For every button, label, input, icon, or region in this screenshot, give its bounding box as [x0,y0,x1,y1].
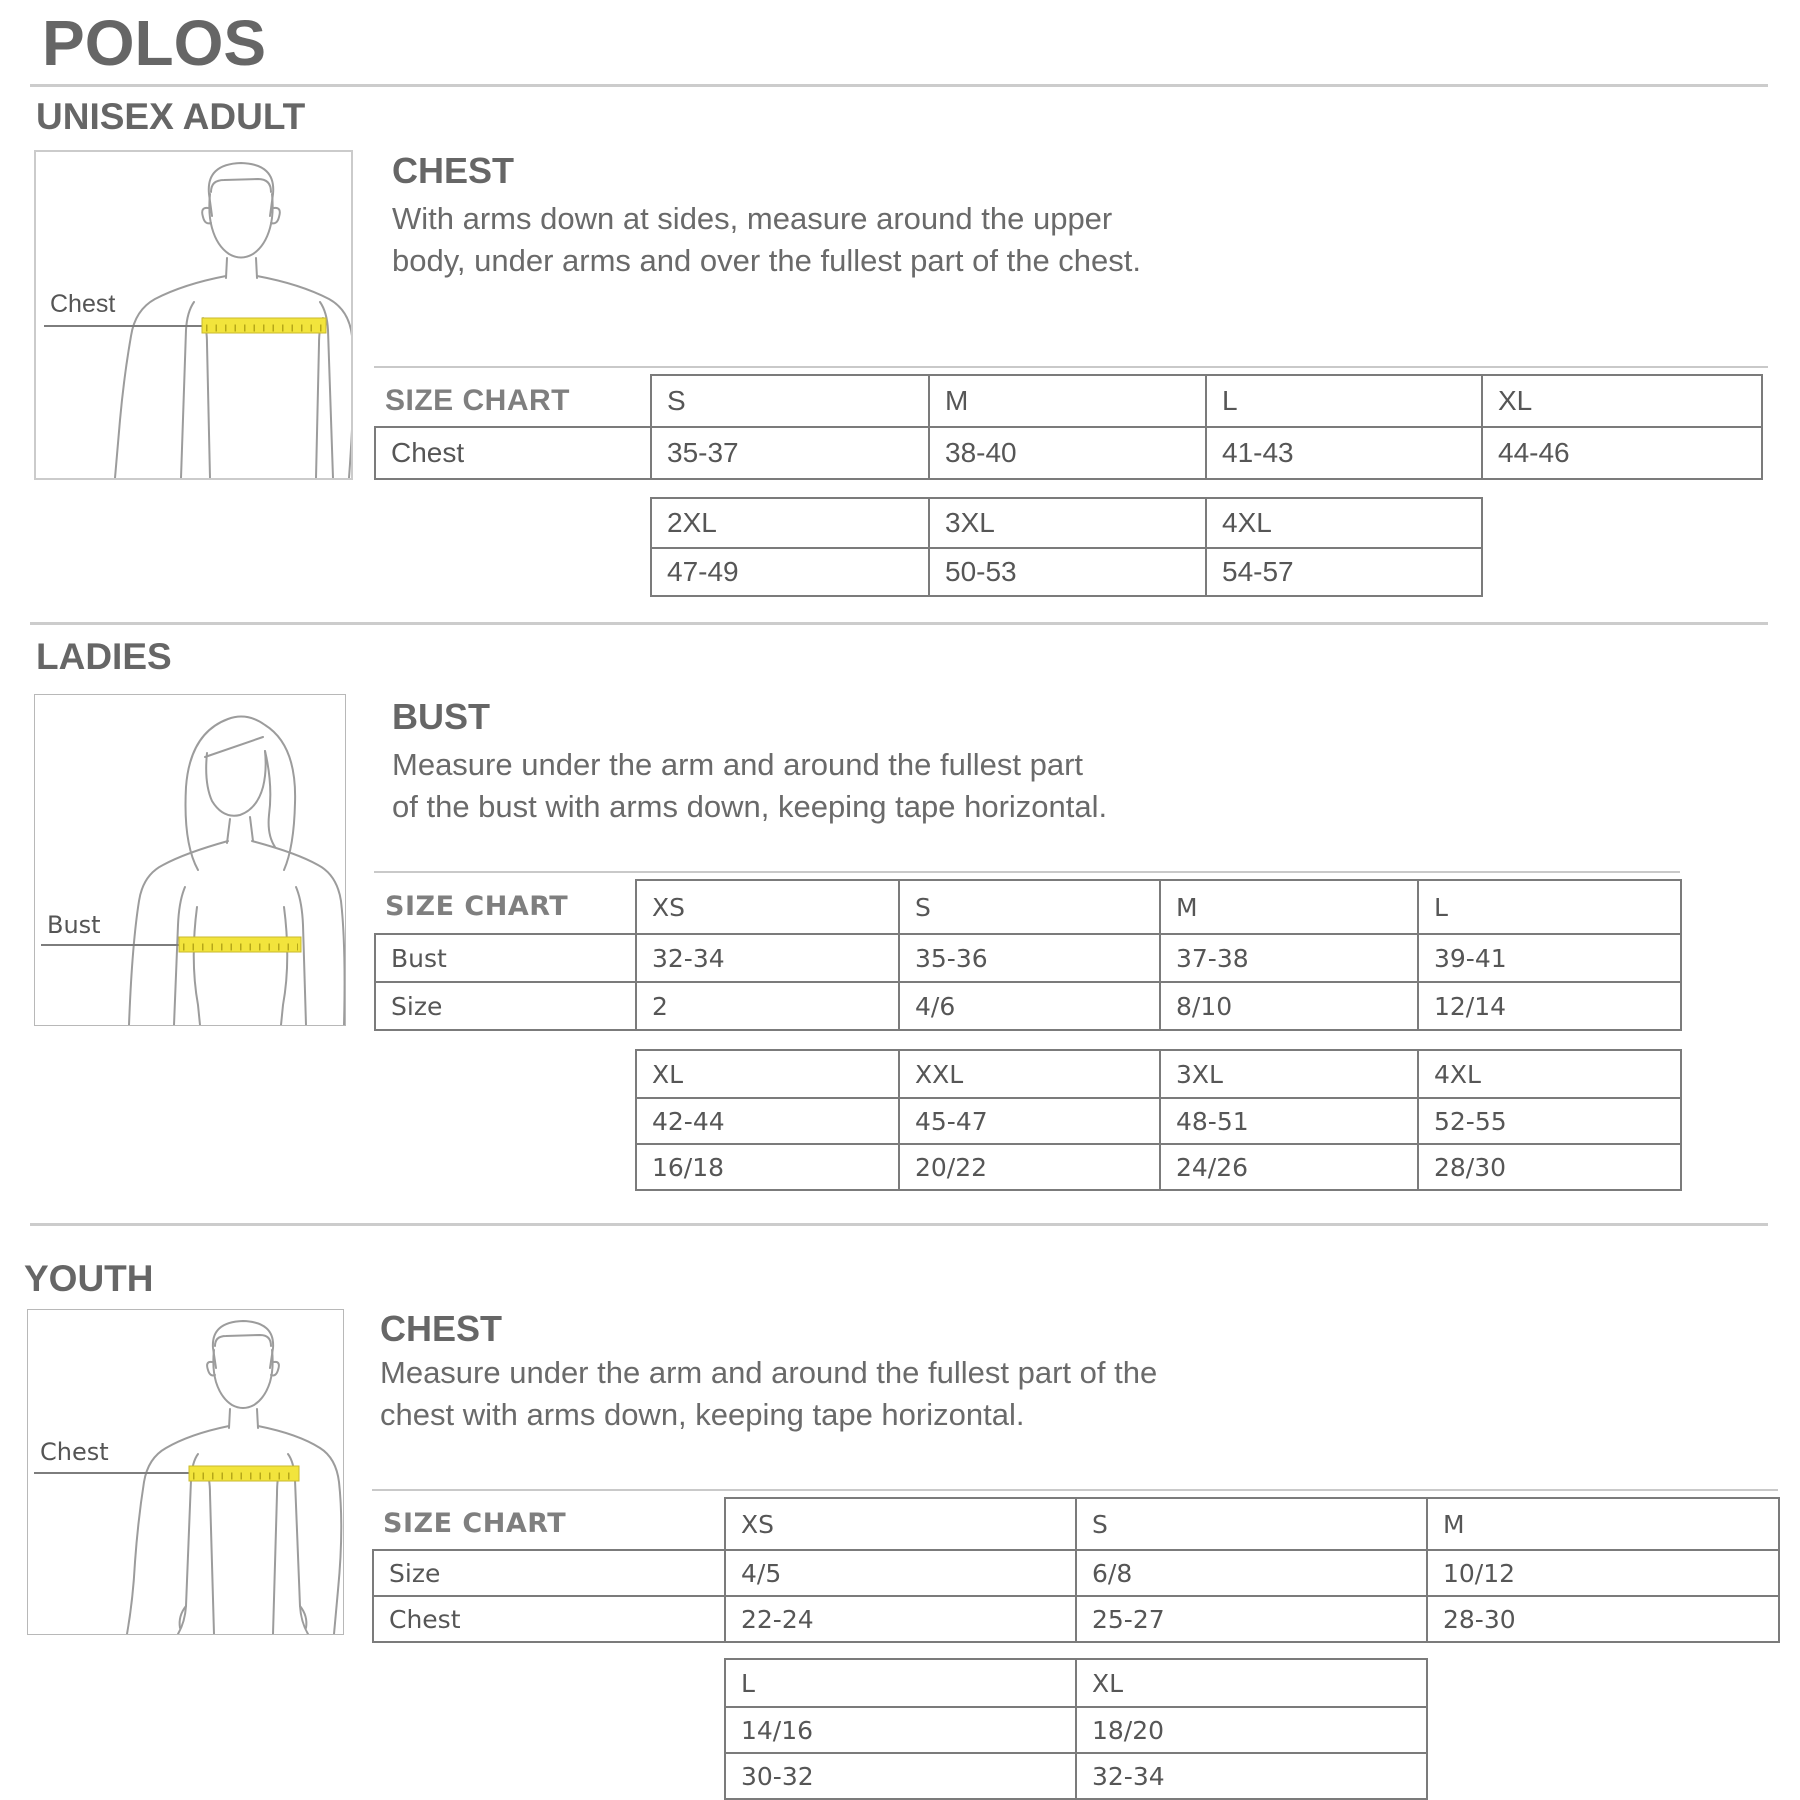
youth-figure [28,1310,343,1634]
size-value: 14/16 [725,1707,1076,1753]
unisex-adult-diagram-box [34,150,353,480]
size-chart-label: SIZE CHART [383,1508,567,1539]
size-value: 24/26 [1160,1144,1418,1190]
measure-title-chest-youth: CHEST [380,1308,503,1349]
size-value: 4/5 [725,1550,1076,1596]
size-column-header: XL [636,1050,899,1098]
size-value: 25-27 [1076,1596,1427,1642]
size-value: 12/14 [1418,982,1681,1030]
measure-desc-line1: Measure under the arm and around the fullest part of the [380,1355,1158,1390]
size-column-header: 2XL [651,498,929,548]
size-column-header: S [1076,1498,1427,1550]
size-column-header: L [725,1659,1076,1707]
size-value: 50-53 [929,548,1206,596]
size-column-header: XXL [899,1050,1160,1098]
row-label: Bust [375,934,636,982]
size-column-header: M [1160,880,1418,934]
measure-desc-line1: With arms down at sides, measure around the upper [392,201,1113,236]
size-value: 44-46 [1482,427,1762,479]
divider-top [30,84,1768,87]
unisex-size-chart-table [374,374,1763,480]
size-column-header: XL [1076,1659,1427,1707]
size-value: 32-34 [1076,1753,1427,1799]
size-column-header: 4XL [1418,1050,1681,1098]
divider-youth [30,1223,1768,1226]
size-column-header: L [1418,880,1681,934]
table-top-rule [372,1489,1778,1491]
youth-diagram-box [27,1309,344,1635]
ladies-diagram-box [34,694,346,1026]
measuring-tape-icon [179,937,301,952]
size-value: 35-37 [651,427,929,479]
size-value: 52-55 [1418,1098,1681,1144]
measure-description [392,744,1107,828]
size-value: 6/8 [1076,1550,1427,1596]
measure-desc-line2: chest with arms down, keeping tape horizontal. [380,1397,1025,1432]
size-chart-label: SIZE CHART [385,383,570,417]
size-column-header: 4XL [1206,498,1482,548]
section-heading-ladies: LADIES [36,636,172,677]
size-column-header: 3XL [1160,1050,1418,1098]
size-column-header: S [899,880,1160,934]
measure-title-bust: BUST [392,696,490,737]
row-label: Chest [373,1596,725,1642]
measure-description [392,198,1141,282]
youth-size-chart-table-extended [724,1658,1428,1800]
size-value: 18/20 [1076,1707,1427,1753]
size-chart-label: SIZE CHART [385,891,569,922]
row-label: Chest [375,427,651,479]
measure-description [380,1352,1157,1436]
male-figure [36,152,351,478]
size-value: 38-40 [929,427,1206,479]
size-value: 45-47 [899,1098,1160,1144]
size-value: 28/30 [1418,1144,1681,1190]
measuring-tape-icon [202,318,326,333]
size-value: 37-38 [1160,934,1418,982]
page-title: POLOS [42,7,267,79]
youth-size-chart-table [372,1497,1780,1643]
size-value: 39-41 [1418,934,1681,982]
measure-desc-line1: Measure under the arm and around the fullest part [392,747,1084,782]
ladies-size-chart-table [374,879,1682,1031]
size-value: 47-49 [651,548,929,596]
unisex-size-chart-table-extended [650,497,1483,597]
female-body-outline [129,717,345,1025]
chest-annotation-label: Chest [40,1438,109,1466]
size-value: 32-34 [636,934,899,982]
measuring-tape-icon [189,1466,299,1481]
size-value: 48-51 [1160,1098,1418,1144]
size-value: 22-24 [725,1596,1076,1642]
size-value: 20/22 [899,1144,1160,1190]
size-column-header: M [929,375,1206,427]
table-top-rule [374,871,1680,873]
size-value: 35-36 [899,934,1160,982]
divider-ladies [30,622,1768,625]
measure-title-chest: CHEST [392,150,515,191]
bust-annotation-label: Bust [47,911,101,939]
size-value: 42-44 [636,1098,899,1144]
size-column-header: XL [1482,375,1762,427]
table-top-rule [374,366,1768,368]
size-value: 41-43 [1206,427,1482,479]
size-value: 54-57 [1206,548,1482,596]
measure-desc-line2: of the bust with arms down, keeping tape horizontal. [392,789,1108,824]
section-heading-unisex-adult: UNISEX ADULT [36,96,306,137]
size-value: 28-30 [1427,1596,1779,1642]
size-column-header: L [1206,375,1482,427]
measure-desc-line2: body, under arms and over the fullest part of the chest. [392,243,1142,278]
size-value: 30-32 [725,1753,1076,1799]
row-label: Size [373,1550,725,1596]
size-value: 2 [636,982,899,1030]
section-heading-youth: YOUTH [24,1258,154,1299]
size-column-header: S [651,375,929,427]
size-column-header: XS [725,1498,1076,1550]
size-column-header: XS [636,880,899,934]
size-value: 16/18 [636,1144,899,1190]
size-column-header: 3XL [929,498,1206,548]
size-value: 8/10 [1160,982,1418,1030]
ladies-size-chart-table-extended [635,1049,1682,1191]
size-column-header: M [1427,1498,1779,1550]
row-label: Size [375,982,636,1030]
size-value: 4/6 [899,982,1160,1030]
chest-annotation-label: Chest [50,290,116,318]
female-figure [35,695,345,1025]
size-value: 10/12 [1427,1550,1779,1596]
